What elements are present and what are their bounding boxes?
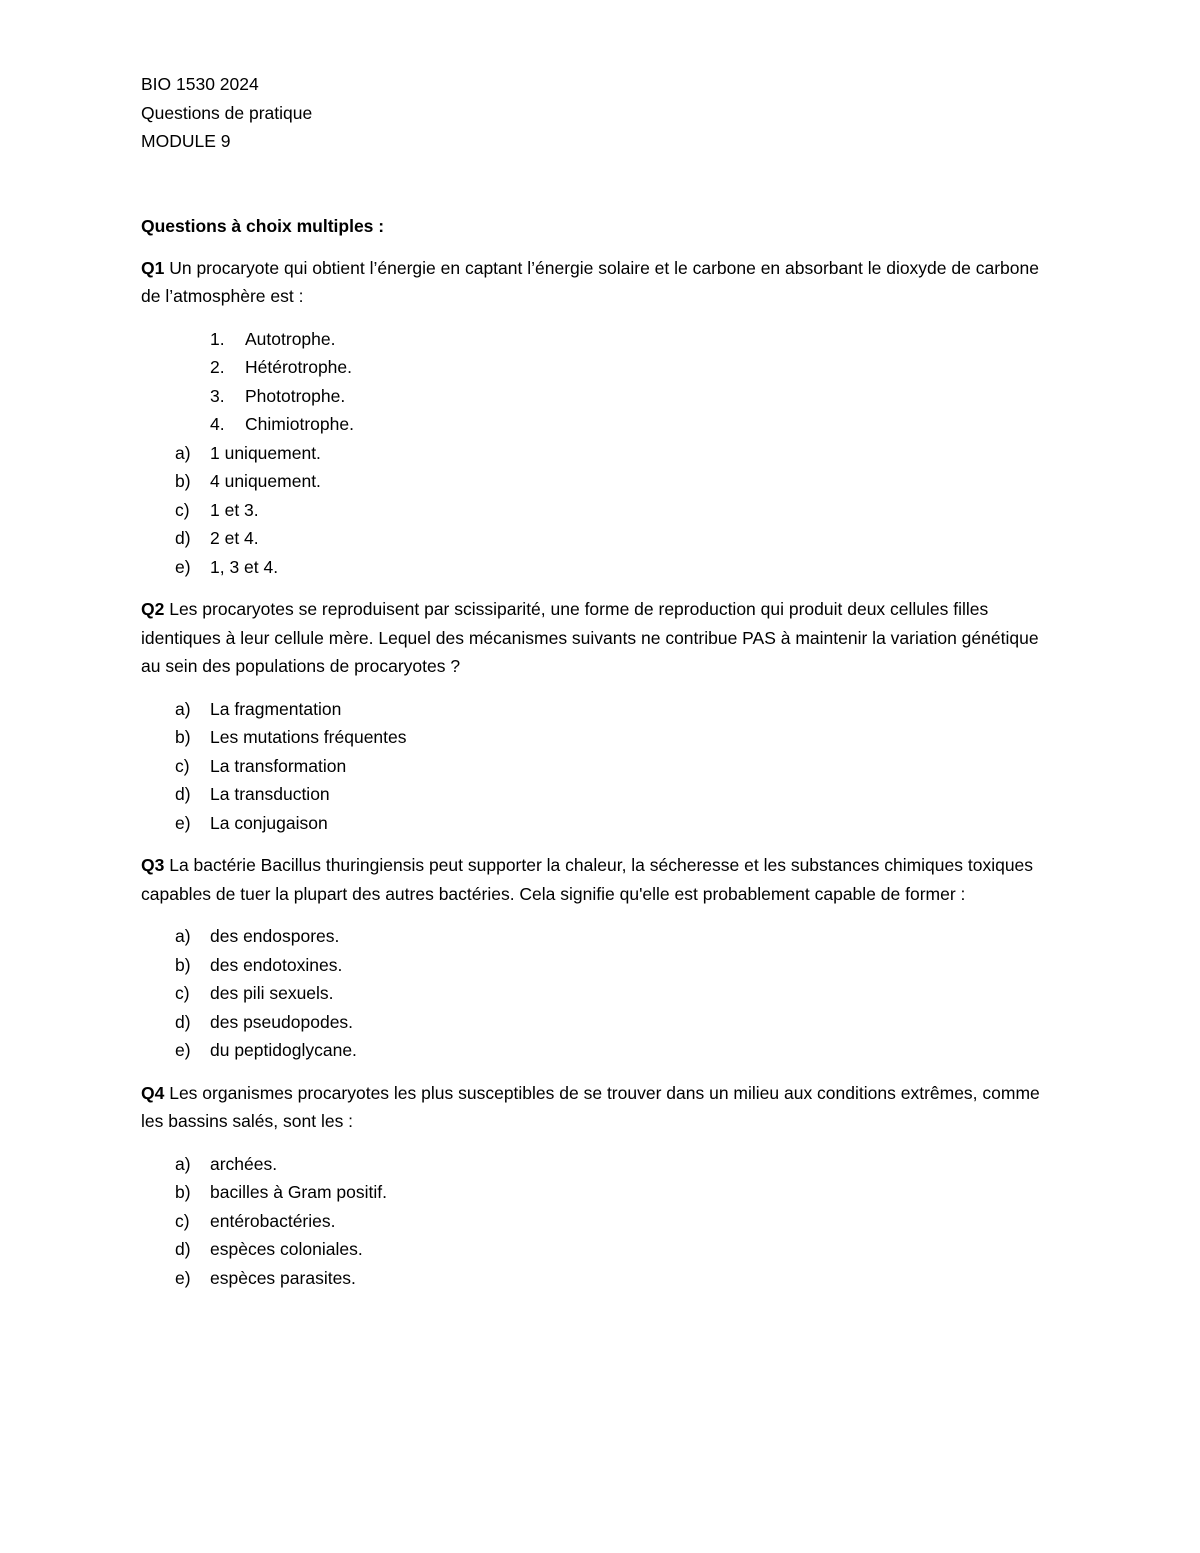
answer-choice — [141, 1008, 1056, 1037]
choice-letter: b) — [175, 727, 191, 747]
question-text — [141, 595, 1056, 681]
choice-text: archées. — [210, 1153, 278, 1174]
list-item — [141, 353, 1056, 382]
choice-text: bacilles à Gram positif. — [210, 1182, 388, 1202]
section-title: Questions à choix multiples : — [141, 215, 385, 236]
list-item — [141, 410, 1056, 439]
choice-letter: a) — [175, 442, 191, 463]
choice-letter: d) — [175, 784, 191, 804]
answer-choice — [141, 695, 1056, 724]
answer-choice — [141, 951, 1056, 980]
question-number: Q3 — [141, 855, 165, 875]
choice-letter: e) — [175, 812, 191, 833]
choice-text: du peptidoglycane. — [210, 1040, 357, 1060]
choice-letter: c) — [175, 755, 190, 776]
choice-letter: d) — [175, 528, 191, 548]
choice-text: La fragmentation — [210, 698, 342, 719]
choice-text: espèces parasites. — [210, 1267, 356, 1288]
choice-letter: e) — [175, 1267, 191, 1288]
choice-text: 2 et 4. — [210, 528, 259, 548]
choice-text: La conjugaison — [210, 812, 328, 833]
item-text: Hétérotrophe. — [245, 357, 353, 377]
choice-text: espèces coloniales. — [210, 1239, 363, 1259]
question-text — [141, 254, 1056, 311]
answer-choice — [141, 467, 1056, 496]
document-subtitle: Questions de pratique — [141, 102, 313, 123]
answer-choices — [141, 1150, 1056, 1293]
choice-letter: a) — [175, 698, 191, 719]
item-number: 2. — [210, 357, 225, 377]
answer-choice — [141, 1150, 1056, 1179]
choice-text: La transformation — [210, 755, 347, 776]
list-item — [141, 325, 1056, 354]
choice-letter: a) — [175, 926, 191, 946]
question-text — [141, 851, 1056, 908]
answer-choice — [141, 1207, 1056, 1236]
choice-text: des pili sexuels. — [210, 983, 334, 1003]
list-item — [141, 382, 1056, 411]
answer-choice — [141, 496, 1056, 525]
choice-letter: a) — [175, 1153, 191, 1174]
choice-text: Les mutations fréquentes — [210, 727, 407, 747]
answer-choice — [141, 752, 1056, 781]
answer-choice — [141, 809, 1056, 838]
question-block-q1 — [141, 254, 1056, 582]
item-text: Chimiotrophe. — [245, 414, 354, 434]
answer-choice — [141, 439, 1056, 468]
course-title: BIO 1530 2024 — [141, 74, 259, 94]
answer-choice — [141, 1235, 1056, 1264]
question-body: Les organismes procaryotes les plus susceptibles de se trouver dans un milieu aux conditions extrêmes, comme les bassins salés, sont les : — [141, 1082, 1040, 1131]
item-number: 4. — [210, 414, 225, 434]
question-block-q3 — [141, 851, 1056, 1065]
item-text: Phototrophe. — [245, 385, 346, 406]
answer-choice — [141, 723, 1056, 752]
choice-text: entérobactéries. — [210, 1210, 336, 1231]
question-body: Les procaryotes se reproduisent par scissiparité, une forme de reproduction qui produit deux cellules filles identiques à leur cellule mère. Lequel des mécanismes suivants ne contribue PAS à maintenir la variation génétique au sein des populations de procaryotes ? — [141, 599, 1039, 676]
choice-letter: e) — [175, 1040, 191, 1060]
answer-choice — [141, 780, 1056, 809]
question-number: Q1 — [141, 257, 165, 278]
choice-text: des endospores. — [210, 926, 340, 946]
answer-choice — [141, 553, 1056, 582]
choice-text: 1, 3 et 4. — [210, 556, 279, 577]
question-number: Q2 — [141, 599, 165, 619]
choice-letter: b) — [175, 471, 191, 491]
choice-letter: b) — [175, 1182, 191, 1202]
answer-choices — [141, 439, 1056, 582]
question-body: Un procaryote qui obtient l’énergie en captant l’énergie solaire et le carbone en absorbant le dioxyde de carbone de l’atmosphère est : — [141, 257, 1039, 306]
choice-letter: b) — [175, 954, 191, 975]
question-block-q2 — [141, 595, 1056, 837]
question-body: La bactérie Bacillus thuringiensis peut supporter la chaleur, la sécheresse et les substances chimiques toxiques capables de tuer la plupart des autres bactéries. Cela signifie qu'elle est probablement capable de former : — [141, 855, 1034, 904]
answer-choices — [141, 922, 1056, 1065]
choice-text: 1 et 3. — [210, 499, 259, 520]
choice-letter: c) — [175, 983, 190, 1003]
choice-text: 1 uniquement. — [210, 442, 321, 463]
numbered-list — [141, 325, 1056, 439]
answer-choice — [141, 1264, 1056, 1293]
choice-letter: e) — [175, 556, 191, 577]
document-page — [141, 70, 1056, 1292]
choice-letter: c) — [175, 499, 190, 520]
answer-choice — [141, 1178, 1056, 1207]
answer-choices — [141, 695, 1056, 838]
choice-text: La transduction — [210, 784, 330, 804]
item-text: Autotrophe. — [245, 328, 336, 349]
question-block-q4 — [141, 1079, 1056, 1293]
answer-choice — [141, 524, 1056, 553]
question-text — [141, 1079, 1056, 1136]
choice-letter: d) — [175, 1011, 191, 1032]
answer-choice — [141, 1036, 1056, 1065]
question-number: Q4 — [141, 1082, 165, 1103]
item-number: 1. — [210, 328, 225, 349]
answer-choice — [141, 922, 1056, 951]
module-label: MODULE 9 — [141, 131, 231, 151]
choice-letter: d) — [175, 1239, 191, 1259]
choice-text: 4 uniquement. — [210, 471, 321, 491]
choice-letter: c) — [175, 1210, 190, 1231]
choice-text: des pseudopodes. — [210, 1011, 354, 1032]
item-number: 3. — [210, 385, 225, 406]
answer-choice — [141, 979, 1056, 1008]
choice-text: des endotoxines. — [210, 954, 343, 975]
